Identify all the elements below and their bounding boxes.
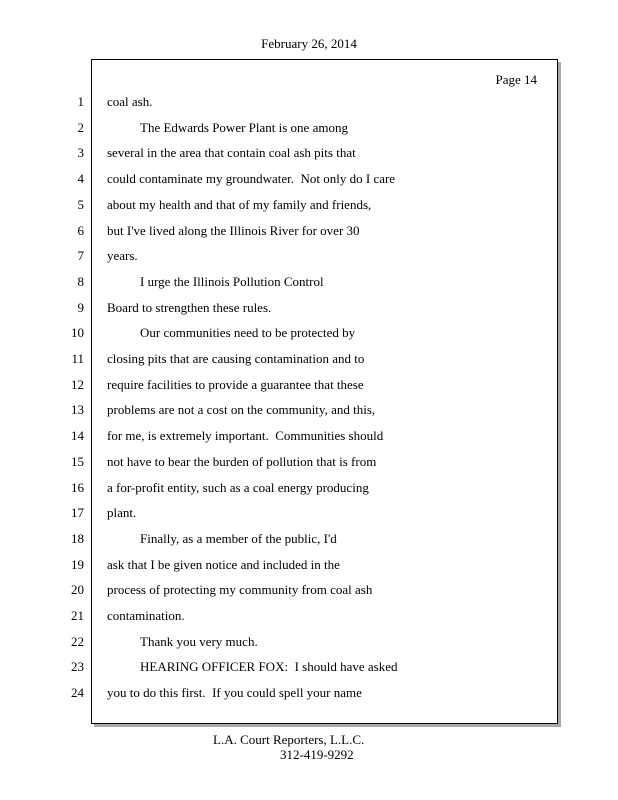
- line-number: 10: [71, 325, 84, 341]
- footer-phone: 312-419-9292: [280, 747, 354, 762]
- line-text: for me, is extremely important. Communities should: [107, 428, 384, 444]
- transcript-line: [0, 606, 560, 626]
- line-number: 24: [71, 685, 84, 701]
- transcript-line: [0, 221, 560, 241]
- transcript-line: [0, 478, 560, 498]
- transcript-line: [0, 452, 560, 472]
- transcript-line: [0, 246, 560, 266]
- line-text: closing pits that are causing contamination and to: [107, 351, 365, 366]
- line-number: 6: [77, 222, 84, 238]
- transcript-line: [0, 580, 560, 600]
- transcript-line: [0, 375, 560, 395]
- transcript-line: [0, 657, 560, 677]
- transcript-line: [0, 426, 560, 446]
- line-text: ask that I be given notice and included in the: [107, 556, 340, 572]
- line-number: 8: [77, 273, 84, 289]
- line-text: years.: [107, 248, 138, 264]
- line-text: The Edwards Power Plant is one among: [140, 119, 348, 135]
- transcript-line: [0, 92, 560, 112]
- line-text: I urge the Illinois Pollution Control: [140, 273, 324, 289]
- transcript-line: [0, 118, 560, 138]
- line-number: 17: [71, 505, 84, 521]
- line-number: 2: [77, 119, 84, 135]
- transcript-line: [0, 195, 560, 215]
- line-number: 23: [71, 659, 84, 675]
- line-number: 16: [71, 479, 84, 495]
- line-text: a for-profit entity, such as a coal energy producing: [107, 479, 369, 495]
- line-text: contamination.: [107, 608, 185, 623]
- line-number: 13: [71, 402, 84, 418]
- line-number: 3: [77, 145, 84, 161]
- line-text: coal ash.: [107, 94, 153, 109]
- line-text: problems are not a cost on the community, and this,: [107, 402, 376, 418]
- transcript-line: [0, 555, 560, 575]
- line-text: about my health and that of my family and friends,: [107, 196, 372, 212]
- line-text: several in the area that contain coal ash pits that: [107, 145, 356, 161]
- transcript-line: [0, 683, 560, 703]
- line-number: 4: [77, 171, 84, 187]
- line-number: 18: [71, 530, 84, 546]
- line-number: 12: [71, 376, 84, 392]
- line-text: could contaminate my groundwater. Not only do I care: [107, 171, 396, 187]
- line-number: 7: [77, 248, 84, 264]
- header-date: February 26, 2014: [261, 36, 357, 51]
- line-number: 14: [71, 428, 84, 444]
- transcript-line: [0, 169, 560, 189]
- transcript-line: [0, 323, 560, 343]
- line-number: 1: [77, 94, 84, 109]
- line-text: you to do this first. If you could spell your name: [107, 685, 362, 701]
- line-text: process of protecting my community from coal ash: [107, 582, 373, 598]
- transcript-line: [0, 400, 560, 420]
- transcript-line: [0, 632, 560, 652]
- line-text: require facilities to provide a guarantee that these: [107, 376, 364, 392]
- page-number: Page 14: [495, 72, 537, 87]
- line-number: 5: [77, 196, 84, 212]
- line-number: 9: [77, 299, 84, 315]
- line-text: Finally, as a member of the public, I'd: [140, 530, 337, 546]
- line-text: Board to strengthen these rules.: [107, 299, 272, 315]
- line-text: plant.: [107, 505, 137, 521]
- line-number: 11: [71, 351, 84, 366]
- transcript-line: [0, 272, 560, 292]
- transcript-line: [0, 349, 560, 369]
- line-number: 22: [71, 633, 84, 649]
- line-text: but I've lived along the Illinois River for over 30: [107, 222, 360, 238]
- transcript-line: [0, 298, 560, 318]
- transcript-line: [0, 143, 560, 163]
- line-number: 15: [71, 453, 84, 469]
- line-number: 21: [71, 608, 84, 623]
- line-number: 19: [71, 556, 84, 572]
- line-text: not have to bear the burden of pollution that is from: [107, 453, 377, 469]
- line-text: HEARING OFFICER FOX: I should have asked: [140, 659, 398, 675]
- line-text: Thank you very much.: [140, 633, 258, 649]
- line-number: 20: [71, 582, 84, 598]
- line-text: Our communities need to be protected by: [140, 325, 356, 341]
- transcript-line: [0, 503, 560, 523]
- transcript-line: [0, 529, 560, 549]
- footer-firm: L.A. Court Reporters, L.L.C.: [213, 732, 365, 747]
